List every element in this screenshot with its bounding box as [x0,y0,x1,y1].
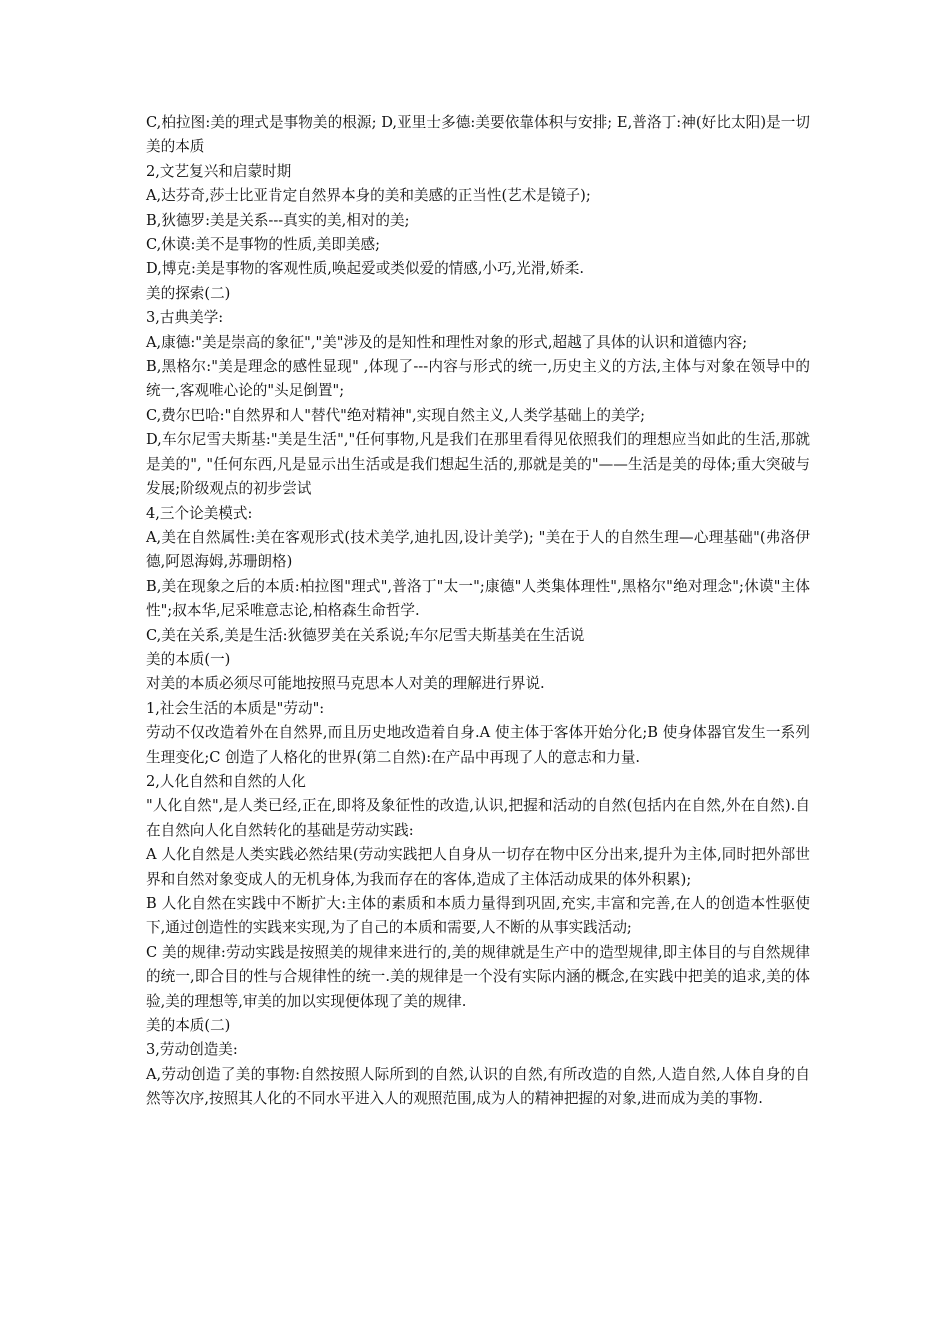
text-line: A,劳动创造了美的事物:自然按照人际所到的自然,认识的自然,有所改造的自然,人造自然,人体自身的自然等次序,按照其人化的不同水平进入人的观照范围,成为人的精神把握的对象,进而成为美的事物. [146,1065,810,1108]
text-line: "人化自然",是人类已经,正在,即将及象征性的改造,认识,把握和活动的自然(包括内在自然,外在自然).自在自然向人化自然转化的基础是劳动实践: [146,797,810,839]
section-heading: 美的本质(一) [146,650,231,668]
text-line: B,狄德罗:美是关系---真实的美,相对的美; [146,211,410,229]
text-line: A 人化自然是人类实践必然结果(劳动实践把人自身从一切存在物中区分出来,提升为主体,同时把外部世界和自然对象变成人的无机身体,为我而存在的客体,造成了主体活动成果的体外积累); [146,846,810,888]
section-heading: 2,文艺复兴和启蒙时期 [146,162,292,180]
section-heading: 4,三个论美模式: [146,504,253,522]
text-line: 对美的本质必须尽可能地按照马克思本人对美的理解进行界说. [146,675,545,693]
text-line: A,美在自然属性:美在客观形式(技术美学,迪扎因,设计美学); "美在于人的自然生理—心理基础"(弗洛伊德,阿恩海姆,苏珊朗格) [146,528,810,571]
text-line: B,黑格尔:"美是理念的感性显现" ,体现了---内容与形式的统一,历史主义的方法,主体与对象在领导中的统一,客观唯心论的"头足倒置"; [146,358,810,400]
section-heading: 3,古典美学: [146,309,224,327]
section-heading: 2,人化自然和自然的人化 [146,772,306,790]
text-line: D,车尔尼雪夫斯基:"美是生活","任何事物,凡是我们在那里看得见依照我们的理想应当如此的生活,那就是美的", "任何东西,凡是显示出生活或是我们想起生活的,那就是美的"——生活是美的母体;重大突破与发展;阶级观点的初步尝试 [146,431,810,498]
section-heading: 1,社会生活的本质是"劳动": [146,699,325,717]
text-line: C,费尔巴哈:"自然界和人"替代"绝对精神",实现自然主义,人类学基础上的美学; [146,406,646,424]
text-line: C 美的规律:劳动实践是按照美的规律来进行的,美的规律就是生产中的造型规律,即主体目的与自然规律的统一,即合目的性与合规律性的统一.美的规律是一个没有实际内涵的概念,在实践中把美的追求,美的体验,美的理想等,审美的加以实现便体现了美的规律. [146,943,810,1010]
text-line: C,柏拉图:美的理式是事物美的根源; D,亚里士多德:美要依靠体积与安排; E,普洛丁:神(好比太阳)是一切美的本质 [146,114,810,156]
section-heading: 美的本质(二) [146,1017,231,1035]
text-line: A,康德:"美是崇高的象征","美"涉及的是知性和理性对象的形式,超越了具体的认识和道德内容; [146,333,748,351]
document-page [146,111,810,1112]
text-line: B,美在现象之后的本质:柏拉图"理式",普洛丁"太一";康德"人类集体理性",黑格尔"绝对理念";休谟"主体性";叔本华,尼采唯意志论,柏格森生命哲学. [146,577,810,620]
text-line: C,休谟:美不是事物的性质,美即美感; [146,236,381,254]
text-line: C,美在关系,美是生活:狄德罗美在关系说;车尔尼雪夫斯基美在生活说 [146,626,585,644]
text-line: 劳动不仅改造着外在自然界,而且历史地改造着自身.A 使主体于客体开始分化;B 使身体器官发生一系列生理变化;C 创造了人格化的世界(第二自然):在产品中再现了人的意志和力量. [146,724,810,766]
text-line: B 人化自然在实践中不断扩大:主体的素质和本质力量得到巩固,充实,丰富和完善,在人的创造本性驱使下,通过创造性的实践来实现,为了自己的本质和需要,人不断的从事实践活动; [146,895,810,937]
section-heading: 3,劳动创造美: [146,1041,238,1059]
section-heading: 美的探索(二) [146,284,231,302]
text-line: D,博克:美是事物的客观性质,唤起爱或类似爱的情感,小巧,光滑,娇柔. [146,260,584,278]
text-line: A,达芬奇,莎士比亚肯定自然界本身的美和美感的正当性(艺术是镜子); [146,187,591,205]
